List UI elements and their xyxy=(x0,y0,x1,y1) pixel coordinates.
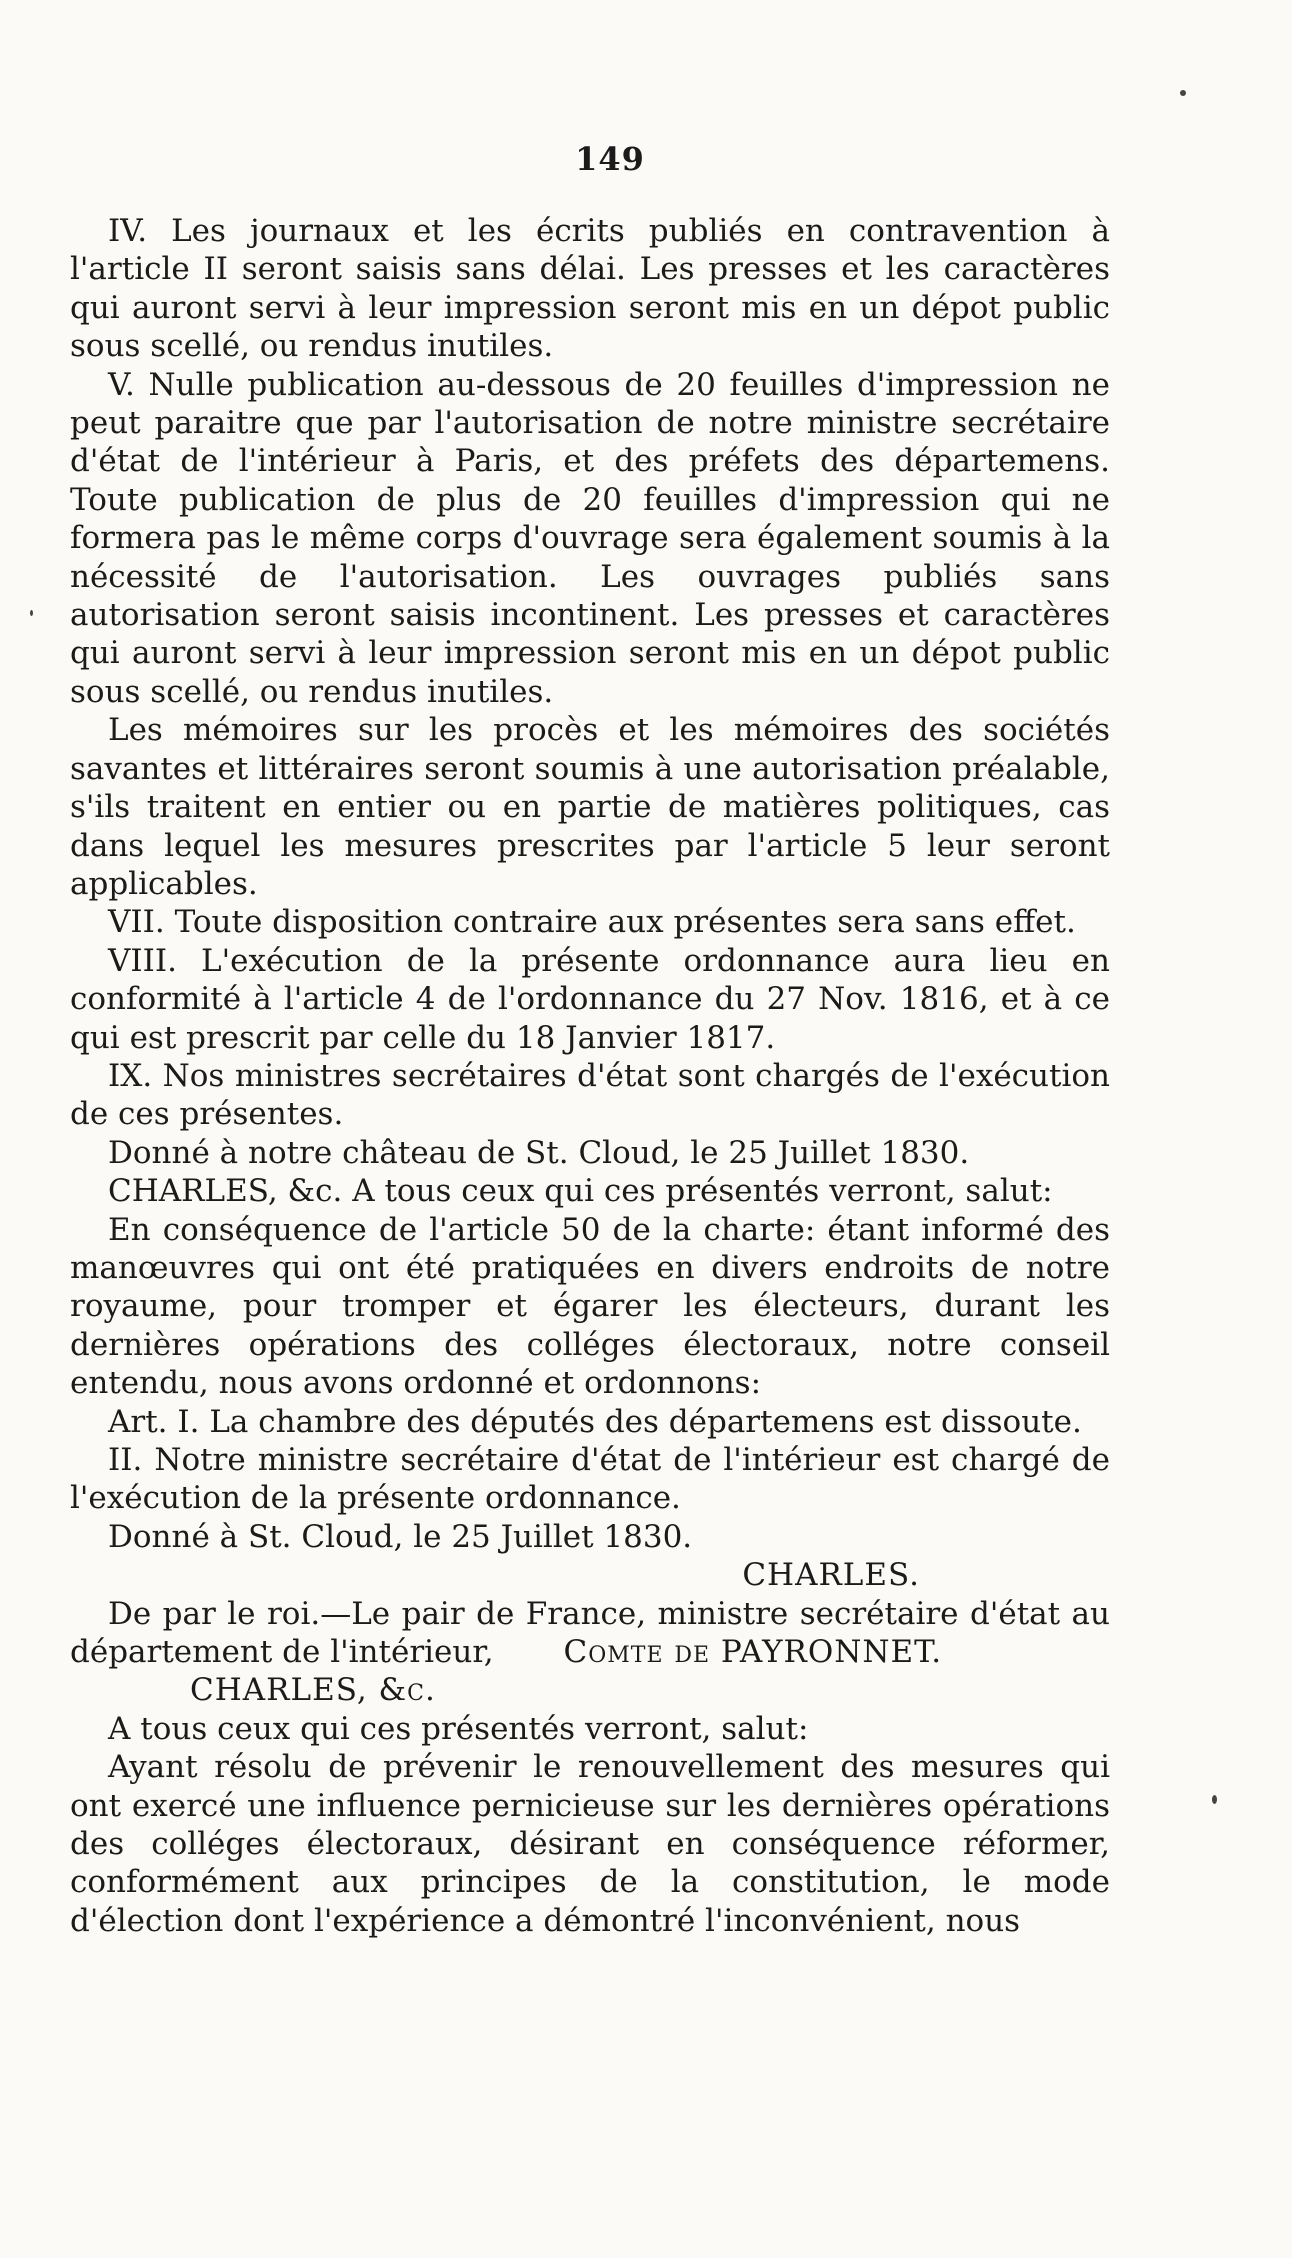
paragraph-donne-st-cloud: Donné à St. Cloud, le 25 Juillet 1830. xyxy=(108,1518,693,1555)
paragraph-article-iv: IV. Les journaux et les écrits publiés en contravention à l'article II seront saisis sans délai. Les presses et les caractères qui auront servi à leur impression seront mis en un dépot public sous scellé, ou rendus inutiles. xyxy=(70,213,1110,365)
paragraph-article-ix: IX. Nos ministres secrétaires d'état sont chargés de l'exécution de ces présentes. xyxy=(70,1057,1110,1133)
paragraph-donne-chateau: Donné à notre château de St. Cloud, le 25 Juillet 1830. xyxy=(108,1134,970,1171)
ink-speck xyxy=(1180,90,1186,96)
page-number: 149 xyxy=(575,140,645,178)
paragraph-consequence: En conséquence de l'article 50 de la charte: étant informé des manœuvres qui ont été pratiquées en divers endroits de notre royaume, pour tromper et égarer les électeurs, durant les dernières opérations des colléges électoraux, notre conseil entendu, nous avons ordonné et ordonnons: xyxy=(70,1211,1110,1402)
greeting-2: A tous ceux qui ces présentés verront, salut: xyxy=(108,1710,809,1747)
counter-signature-name: Comte de PAYRONNET. xyxy=(563,1634,943,1671)
ink-speck xyxy=(30,610,33,616)
counter-signature xyxy=(70,1595,1110,1672)
page-body xyxy=(70,212,1110,1940)
paragraph-article-v: V. Nulle publication au-dessous de 20 feuilles d'impression ne peut paraitre que par l'autorisation de notre ministre secrétaire d'état de l'intérieur à Paris, et des préfets des départemens. Toute publication de plus de 20 feuilles d'impression qui ne formera pas le même corps d'ouvrage sera également soumis à la nécessité de l'autorisation. Les ouvrages publiés sans autorisation seront saisis incontinent. Les presses et caractères qui auront servi à leur impression seront mis en un dépot public sous scellé, ou rendus inutiles. xyxy=(70,366,1110,710)
paragraph-charles-greeting: CHARLES, &c. A tous ceux qui ces présentés verront, salut: xyxy=(108,1173,1053,1210)
signature-charles: CHARLES. xyxy=(742,1557,920,1594)
ink-speck xyxy=(1212,1795,1217,1804)
paragraph-memoires: Les mémoires sur les procès et les mémoires des sociétés savantes et littéraires seront soumis à une autorisation préalable, s'ils traitent en entier ou en partie de matières politiques, cas dans lequel les mesures prescrites par l'article 5 leur seront applicables. xyxy=(70,712,1110,902)
paragraph-final: Ayant résolu de prévenir le renouvellement des mesures qui ont exercé une influence pernicieuse sur les dernières opérations des colléges électoraux, désirant en conséquence réformer, conformément aux principes de la constitution, le mode d'élection dont l'expérience a démontré l'inconvénient, nous xyxy=(70,1749,1110,1939)
paragraph-article-viii: VIII. L'exécution de la présente ordonnance aura lieu en conformité à l'article 4 de l'ordonnance du 27 Nov. 1816, et à ce qui est prescrit par celle du 18 Janvier 1817. xyxy=(70,942,1110,1056)
heading-charles-2: CHARLES, &c. xyxy=(190,1672,436,1709)
paragraph-art-ii: II. Notre ministre secrétaire d'état de l'intérieur est chargé de l'exécution de la présente ordonnance. xyxy=(70,1442,1110,1517)
paragraph-article-vii: VII. Toute disposition contraire aux présentes sera sans effet. xyxy=(108,904,1076,941)
paragraph-art-i: Art. I. La chambre des députés des départemens est dissoute. xyxy=(108,1403,1082,1440)
counter-signature-text: De par le roi.—Le pair de France, ministre secrétaire d'état au département de l'intérieur, xyxy=(70,1595,1110,1671)
